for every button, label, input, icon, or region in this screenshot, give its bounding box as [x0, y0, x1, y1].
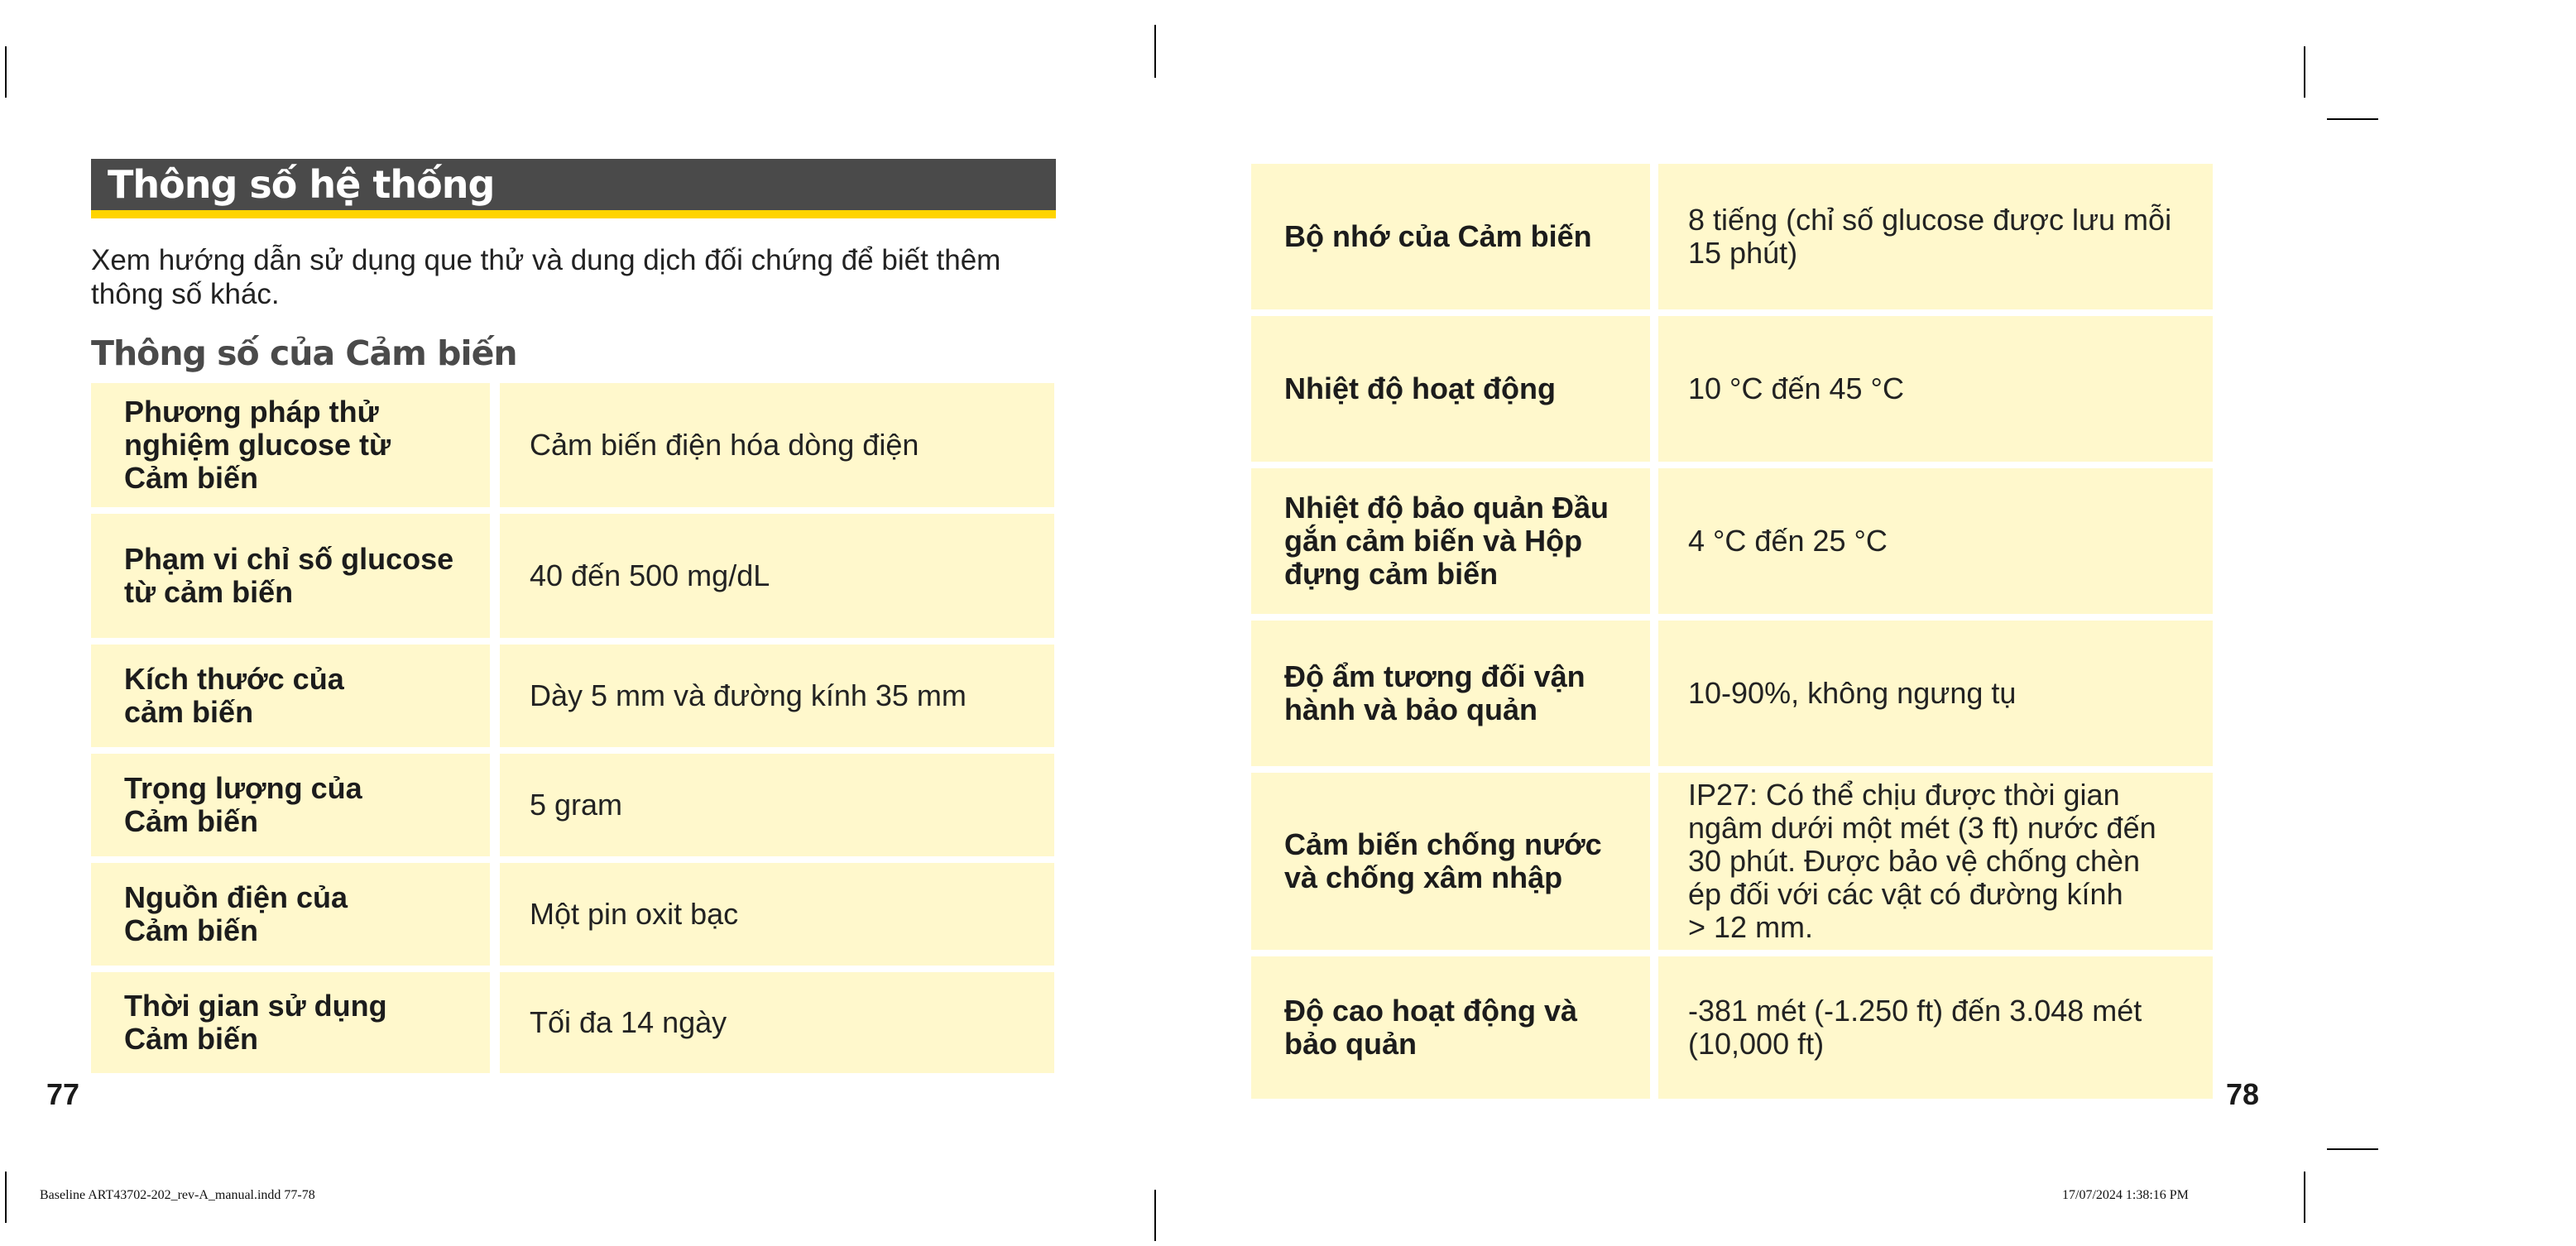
spec-label-line: Kích thước của — [124, 662, 344, 696]
spec-value-cell — [1658, 773, 2213, 950]
crop-mark — [5, 46, 7, 98]
spec-label-line: Cảm biến — [124, 804, 259, 838]
spec-label-cell — [91, 972, 490, 1073]
spec-label-line: Bộ nhớ của Cảm biến — [1284, 219, 1592, 253]
spec-value-cell — [500, 972, 1054, 1073]
spec-label-line: Nguồn điện của — [124, 880, 348, 914]
spec-label-line: gắn cảm biến và Hộp — [1284, 524, 1583, 558]
spec-value-line: Tối đa 14 ngày — [530, 1005, 727, 1039]
spec-label-line: nghiệm glucose từ — [124, 428, 391, 462]
spec-value-cell — [500, 645, 1054, 747]
spec-value-cell — [500, 383, 1054, 507]
spec-label-cell — [91, 383, 490, 507]
page-number-left: 77 — [46, 1077, 80, 1111]
spec-value-line: 10-90%, không ngưng tụ — [1688, 676, 2017, 710]
slug-timestamp: 17/07/2024 1:38:16 PM — [2062, 1188, 2189, 1202]
spec-label-line: Cảm biến — [124, 461, 259, 495]
spec-value-line: ép đối với các vật có đường kính — [1688, 877, 2123, 911]
spec-value-line: Một pin oxit bạc — [530, 897, 739, 931]
spec-label-line: đựng cảm biến — [1284, 557, 1499, 591]
spec-label-line: Phạm vi chỉ số glucose — [124, 542, 454, 576]
spec-label-line: Độ cao hoạt động và — [1284, 994, 1578, 1028]
spec-value-line: (10,000 ft) — [1688, 1027, 1825, 1061]
spec-label-cell — [91, 863, 490, 966]
intro-line: thông số khác. — [91, 278, 280, 310]
spec-value-cell — [500, 863, 1054, 966]
spec-label-line: Cảm biến — [124, 1022, 259, 1056]
spec-value-line: 15 phút) — [1688, 236, 1798, 270]
spec-value-cell — [1658, 468, 2213, 614]
spec-value-line: 8 tiếng (chỉ số glucose được lưu mỗi — [1688, 203, 2172, 237]
spec-label-cell — [1251, 773, 1650, 950]
section-title: Thông số hệ thống — [108, 162, 495, 207]
spec-label-cell — [91, 514, 490, 638]
intro-text — [91, 243, 1084, 311]
crop-mark — [2304, 46, 2305, 98]
spec-label-cell — [1251, 956, 1650, 1099]
crop-mark — [2327, 1148, 2378, 1150]
heading-accent-line — [91, 210, 1056, 218]
spec-label-line: Nhiệt độ hoạt động — [1284, 371, 1556, 405]
intro-line: Xem hướng dẫn sử dụng que thử và dung dịch đối chứng để biết thêm — [91, 244, 1001, 276]
spec-label-line: Thời gian sử dụng — [124, 989, 387, 1023]
section-heading-bar — [91, 159, 1056, 210]
spec-value-line: 4 °C đến 25 °C — [1688, 524, 1888, 558]
spec-value-cell — [1658, 956, 2213, 1099]
crop-mark — [1154, 25, 1156, 78]
spec-label-line: và chống xâm nhập — [1284, 860, 1563, 894]
spec-label-line: Cảm biến — [124, 913, 259, 947]
spec-value-cell — [1658, 164, 2213, 309]
crop-mark — [2327, 118, 2378, 120]
spec-value-line: 10 °C đến 45 °C — [1688, 371, 1904, 405]
spec-value-line: IP27: Có thể chịu được thời gian — [1688, 778, 2120, 812]
spec-label-line: Phương pháp thử — [124, 395, 379, 429]
spec-label-cell — [1251, 316, 1650, 462]
spec-label-line: Nhiệt độ bảo quản Đầu — [1284, 491, 1609, 525]
spec-label-line: hành và bảo quản — [1284, 692, 1538, 726]
spec-label-line: Trọng lượng của — [124, 771, 362, 805]
spec-label-cell — [1251, 468, 1650, 614]
spec-label-line: Cảm biến chống nước — [1284, 827, 1602, 861]
spec-value-line: 30 phút. Được bảo vệ chống chèn — [1688, 844, 2141, 878]
spec-label-cell — [91, 645, 490, 747]
spec-value-line: 40 đến 500 mg/dL — [530, 558, 770, 592]
spec-value-line: > 12 mm. — [1688, 910, 1814, 944]
spec-label-line: Độ ẩm tương đối vận — [1284, 659, 1585, 693]
spec-label-line: cảm biến — [124, 695, 254, 729]
spec-value-line: Dày 5 mm và đường kính 35 mm — [530, 678, 967, 712]
page-number-right: 78 — [2226, 1077, 2260, 1111]
spec-value-line: 5 gram — [530, 788, 623, 822]
crop-mark — [2304, 1172, 2305, 1223]
slug-filename: Baseline ART43702-202_rev-A_manual.indd 77-78 — [40, 1188, 315, 1202]
spec-label-cell — [91, 754, 490, 856]
spec-label-line: bảo quản — [1284, 1027, 1417, 1061]
spec-label-line: từ cảm biến — [124, 575, 294, 609]
spec-value-line: ngâm dưới một mét (3 ft) nước đến — [1688, 811, 2156, 845]
spec-value-line: -381 mét (-1.250 ft) đến 3.048 mét — [1688, 994, 2142, 1028]
crop-mark — [1154, 1190, 1156, 1241]
spec-value-cell — [1658, 316, 2213, 462]
spec-label-cell — [1251, 164, 1650, 309]
spec-value-cell — [500, 514, 1054, 638]
spec-value-cell — [1658, 621, 2213, 766]
spec-label-cell — [1251, 621, 1650, 766]
table-title: Thông số của Cảm biến — [91, 333, 517, 373]
crop-mark — [5, 1172, 7, 1223]
spec-value-cell — [500, 754, 1054, 856]
spec-value-line: Cảm biến điện hóa dòng điện — [530, 428, 919, 462]
